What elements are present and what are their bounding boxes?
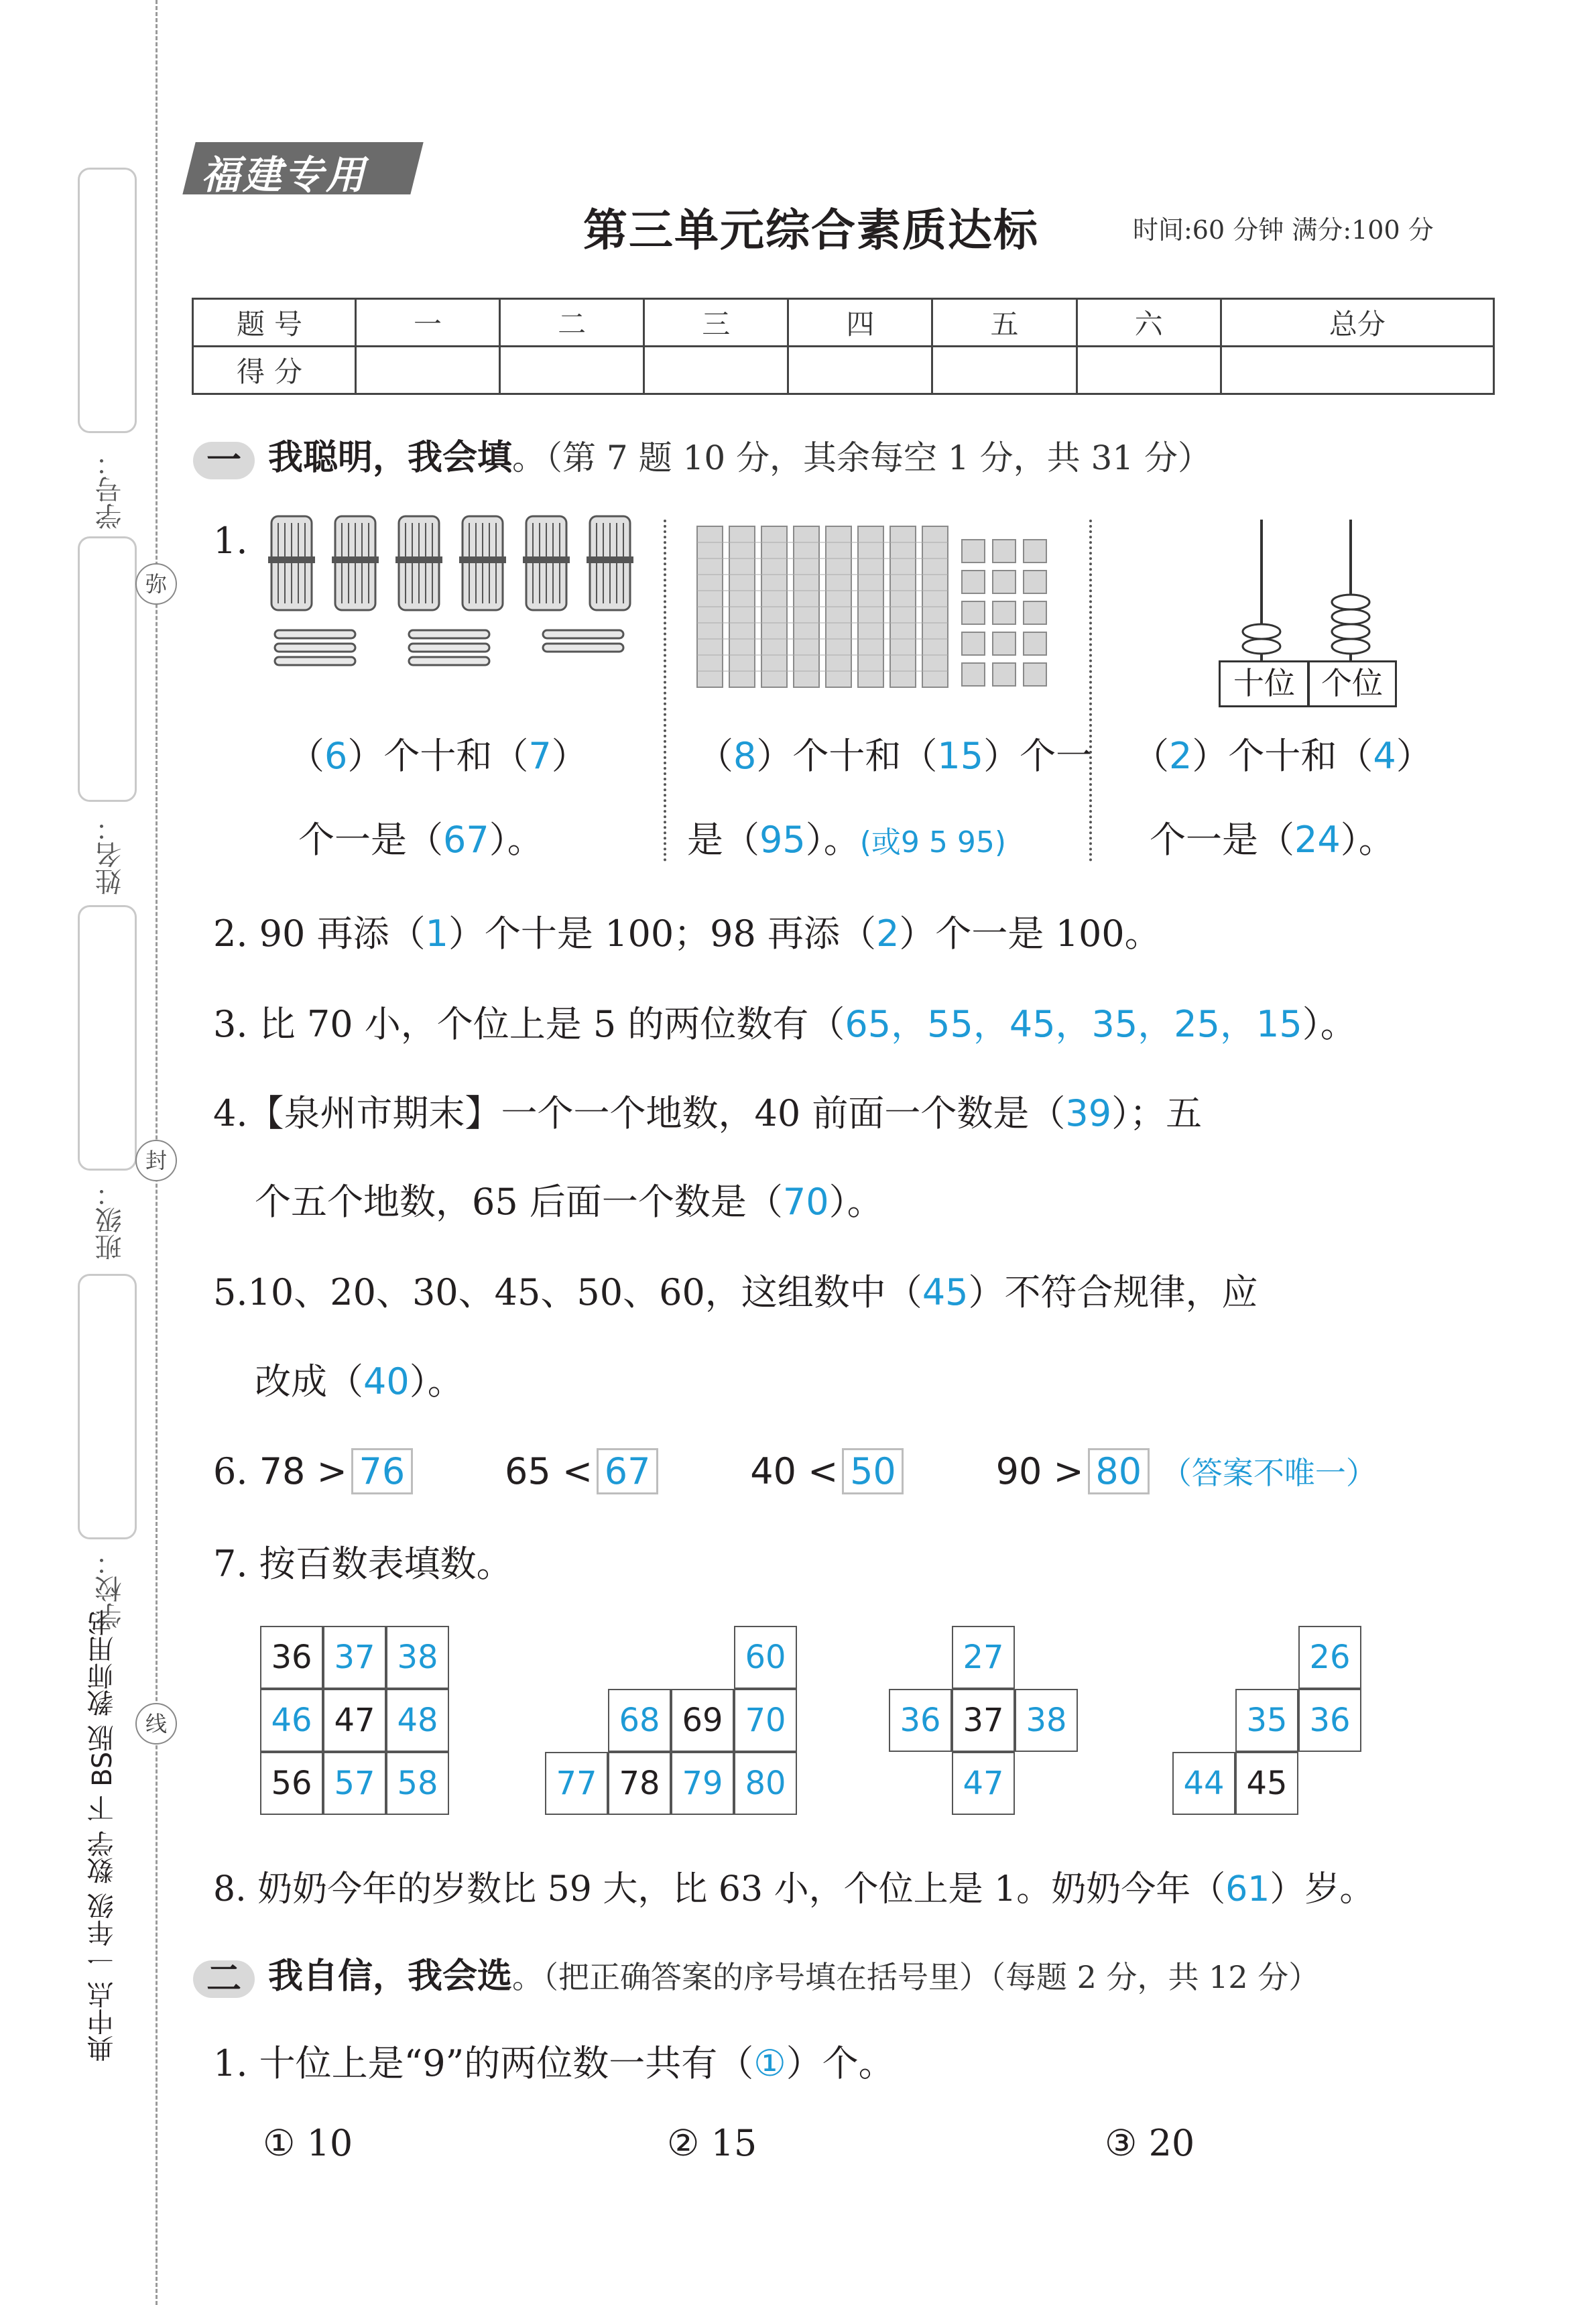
q4-source-tag: 4.【泉州市期末】 — [213, 1092, 501, 1134]
score-header-cell: 五 — [932, 299, 1077, 347]
grid-cell: 69 — [671, 1689, 734, 1752]
score-row — [193, 347, 1494, 394]
s2-q1-answer[interactable]: ① — [753, 2042, 786, 2084]
exam-meta: 时间:60 分钟 满分:100 分 — [1133, 215, 1434, 245]
grid-cell-answer[interactable]: 68 — [608, 1689, 671, 1752]
q4-answer-1[interactable]: 39 — [1065, 1092, 1112, 1134]
q3-text-pre: 3. 比 70 小，个位上是 5 的两位数有（ — [213, 1003, 845, 1045]
s2-q1-text-post: ）个。 — [786, 2042, 895, 2084]
q1a-tens-answer[interactable]: 6 — [324, 735, 348, 777]
q5-answer-2[interactable]: 40 — [363, 1360, 410, 1403]
q6-note: （答案不唯一） — [1160, 1455, 1377, 1491]
q7: 7. 按百数表填数。 — [213, 1543, 513, 1585]
q1b-line2: 是（95）。(或9 5 95) — [687, 819, 1006, 861]
grid-cell: 56 — [260, 1752, 323, 1815]
score-table — [192, 298, 1495, 395]
name-label: 姓名： — [95, 815, 126, 895]
q6-answer-3[interactable]: 50 — [842, 1448, 904, 1494]
score-header-cell: 四 — [788, 299, 932, 347]
page-title: 第三单元综合素质达标 — [583, 204, 1039, 256]
q3-text-post: ）。 — [1302, 1003, 1357, 1045]
score-input-cell[interactable] — [644, 347, 788, 394]
s2-q1-text-pre: 1. 十位上是“9”的两位数一共有（ — [213, 2042, 754, 2084]
q6-expr-2: 65 < — [505, 1450, 593, 1492]
base-ten-blocks-picture — [694, 520, 1069, 694]
q1a-line2: 个一是（67）。 — [298, 819, 544, 861]
q1a-line1: （6）个十和（7） — [288, 735, 588, 777]
q8-text-post: ）岁。 — [1270, 1869, 1375, 1909]
section-2-title: 我自信，我会选 — [268, 1956, 513, 1997]
grid-cell-answer[interactable]: 44 — [1172, 1752, 1235, 1815]
q1c-total-answer[interactable]: 24 — [1294, 819, 1341, 861]
section-2-note: 。（把正确答案的序号填在括号里）（每题 2 分，共 12 分） — [512, 1959, 1320, 1995]
q1b-alt-answer: (或9 5 95) — [859, 825, 1006, 860]
cut-mark-mi: 弥 — [135, 563, 177, 605]
grid-cell-answer[interactable]: 26 — [1298, 1626, 1361, 1689]
grid-cell: 78 — [608, 1752, 671, 1815]
q8-answer[interactable]: 61 — [1225, 1869, 1270, 1909]
grid-cell-answer[interactable]: 58 — [386, 1752, 449, 1815]
q6-answer-4[interactable]: 80 — [1088, 1448, 1150, 1494]
q4-text-post: ）。 — [828, 1181, 883, 1223]
grid-cell-answer[interactable]: 27 — [952, 1626, 1015, 1689]
grid-cell-answer[interactable]: 79 — [671, 1752, 734, 1815]
q8-text-pre: 8. 奶奶今年的岁数比 59 大，比 63 小，个位上是 1。奶奶今年（ — [213, 1869, 1226, 1909]
q1b-total-answer[interactable]: 95 — [759, 819, 806, 861]
grid-cell: 37 — [952, 1689, 1015, 1752]
q6 — [213, 1448, 1377, 1494]
student-id-label: 学号： — [95, 449, 126, 530]
section-1-note: 。（第 7 题 10 分，其余每空 1 分，共 31 分） — [512, 438, 1212, 477]
grid-cell-answer[interactable]: 35 — [1235, 1689, 1298, 1752]
q3 — [213, 996, 1357, 1047]
q6-answer-1[interactable]: 76 — [351, 1448, 413, 1494]
abacus-tens-label: 十位 — [1219, 660, 1310, 707]
q1c-tens-answer[interactable]: 2 — [1169, 735, 1192, 777]
grid-cell-answer[interactable]: 77 — [545, 1752, 608, 1815]
cut-mark-feng: 封 — [135, 1140, 177, 1181]
score-header-cell: 六 — [1077, 299, 1221, 347]
abacus-ones-label: 个位 — [1307, 660, 1397, 707]
score-input-cell[interactable] — [1221, 347, 1493, 394]
q1a-ones-answer[interactable]: 7 — [528, 735, 552, 777]
q4-text-mid: ）；五 — [1111, 1092, 1203, 1134]
region-banner: 福建专用 — [201, 152, 368, 198]
q5-line2-text: 改成（ — [255, 1360, 363, 1403]
grid-cell-answer[interactable]: 38 — [1015, 1689, 1078, 1752]
score-header-cell: 二 — [500, 299, 644, 347]
q3-answer[interactable]: 65，55，45，35，25，15 — [845, 1003, 1302, 1045]
grid-cell: 45 — [1235, 1752, 1298, 1815]
q1c-line1: （2）个十和（4） — [1133, 735, 1432, 777]
q6-number: 6. — [213, 1450, 248, 1492]
grid-cell: 47 — [323, 1689, 386, 1752]
q2-text-mid: ）个十是 100；98 再添（ — [448, 912, 877, 955]
section-1-heading — [193, 429, 1211, 479]
q1a-total-answer[interactable]: 67 — [443, 819, 489, 861]
score-input-cell[interactable] — [932, 347, 1077, 394]
score-input-cell[interactable] — [788, 347, 932, 394]
grid-cell-answer[interactable]: 38 — [386, 1626, 449, 1689]
q5-line1 — [213, 1264, 1258, 1315]
divider — [1089, 520, 1092, 862]
s2-q1-option-2[interactable]: ② 15 — [667, 2122, 757, 2164]
section-1-icon: 一 — [193, 442, 255, 479]
stick-bundle-icon — [271, 516, 630, 610]
q5-answer-1[interactable]: 45 — [922, 1271, 969, 1313]
q6-expr-3: 40 < — [750, 1450, 839, 1492]
section-1-title: 我聪明，我会填 — [268, 437, 513, 478]
class-box[interactable] — [78, 905, 137, 1171]
q1b-tens-answer[interactable]: 8 — [733, 735, 757, 777]
grid-cell-answer[interactable]: 37 — [323, 1626, 386, 1689]
q5-line2 — [255, 1353, 464, 1405]
score-header-cell: 一 — [356, 299, 500, 347]
grid-cell-answer[interactable]: 80 — [734, 1752, 797, 1815]
q2 — [213, 905, 1161, 957]
q1c-line2: 个一是（24）。 — [1150, 819, 1395, 861]
q8 — [213, 1860, 1374, 1911]
name-box[interactable] — [78, 536, 137, 802]
grid-cell: 36 — [260, 1626, 323, 1689]
cut-mark-xian: 线 — [135, 1703, 177, 1745]
q2-answer-2[interactable]: 2 — [876, 912, 900, 955]
q1b-line1: （8）个十和（15）个一 — [697, 735, 1093, 777]
divider — [664, 520, 666, 862]
q1c-ones-answer[interactable]: 4 — [1373, 735, 1396, 777]
score-header-cell: 题号 — [193, 299, 356, 347]
q2-text-post: ）个一是 100。 — [899, 912, 1161, 955]
single-stick-icon — [275, 630, 623, 665]
school-label: 学校： — [95, 1549, 126, 1629]
q5-text-mid: ）不符合规律，应 — [968, 1271, 1258, 1313]
grid-cell-answer[interactable]: 70 — [734, 1689, 797, 1752]
grid-cell-answer[interactable]: 60 — [734, 1626, 797, 1689]
grid-cell-answer[interactable]: 36 — [1298, 1689, 1361, 1752]
q6-answer-2[interactable]: 67 — [597, 1448, 658, 1494]
q4-line2-text: 个五个地数，65 后面一个数是（ — [255, 1181, 783, 1223]
s2-q1 — [213, 2035, 895, 2086]
section-2-icon: 二 — [193, 1960, 255, 1998]
student-id-box[interactable] — [78, 168, 137, 433]
score-header-row — [193, 299, 1494, 347]
score-header-cell: 三 — [644, 299, 788, 347]
score-input-cell[interactable] — [356, 347, 500, 394]
q2-answer-1[interactable]: 1 — [425, 912, 448, 955]
school-box[interactable] — [78, 1274, 137, 1539]
q5-text-post: ）。 — [409, 1360, 464, 1403]
score-input-cell[interactable] — [1077, 347, 1221, 394]
bundles-picture — [265, 510, 660, 684]
grid-cell-answer[interactable]: 46 — [260, 1689, 323, 1752]
q2-text-pre: 2. 90 再添（ — [213, 912, 426, 955]
q6-expr-4: 90 > — [995, 1450, 1084, 1492]
s2-q1-option-1[interactable]: ① 10 — [263, 2122, 353, 2164]
q4-line2 — [255, 1173, 883, 1225]
unit-cube-icon — [962, 540, 1046, 686]
q1-number: 1. — [213, 520, 248, 562]
class-label: 班级： — [95, 1180, 126, 1260]
q4-answer-2[interactable]: 70 — [782, 1181, 829, 1223]
grid-cell-answer[interactable]: 47 — [952, 1752, 1015, 1815]
score-header-cell: 总分 — [1221, 299, 1493, 347]
q4-text-pre: 一个一个地数，40 前面一个数是（ — [501, 1092, 1066, 1134]
score-row-label: 得分 — [193, 347, 356, 394]
grid-cell-answer[interactable]: 48 — [386, 1689, 449, 1752]
grid-cell-answer[interactable]: 57 — [323, 1752, 386, 1815]
q4-line1 — [213, 1085, 1202, 1136]
book-info: 典中点 一年级 数学 下 BS版 教师用书 — [87, 1609, 118, 2062]
q6-expr-1: 78 > — [259, 1450, 347, 1492]
q1b-ones-answer[interactable]: 15 — [937, 735, 984, 777]
grid-cell-answer[interactable]: 36 — [889, 1689, 952, 1752]
q5-text-pre: 5.10、20、30、45、50、60，这组数中（ — [213, 1271, 922, 1313]
s2-q1-option-3[interactable]: ③ 20 — [1105, 2122, 1195, 2164]
section-2-heading — [193, 1948, 1319, 1998]
score-input-cell[interactable] — [500, 347, 644, 394]
